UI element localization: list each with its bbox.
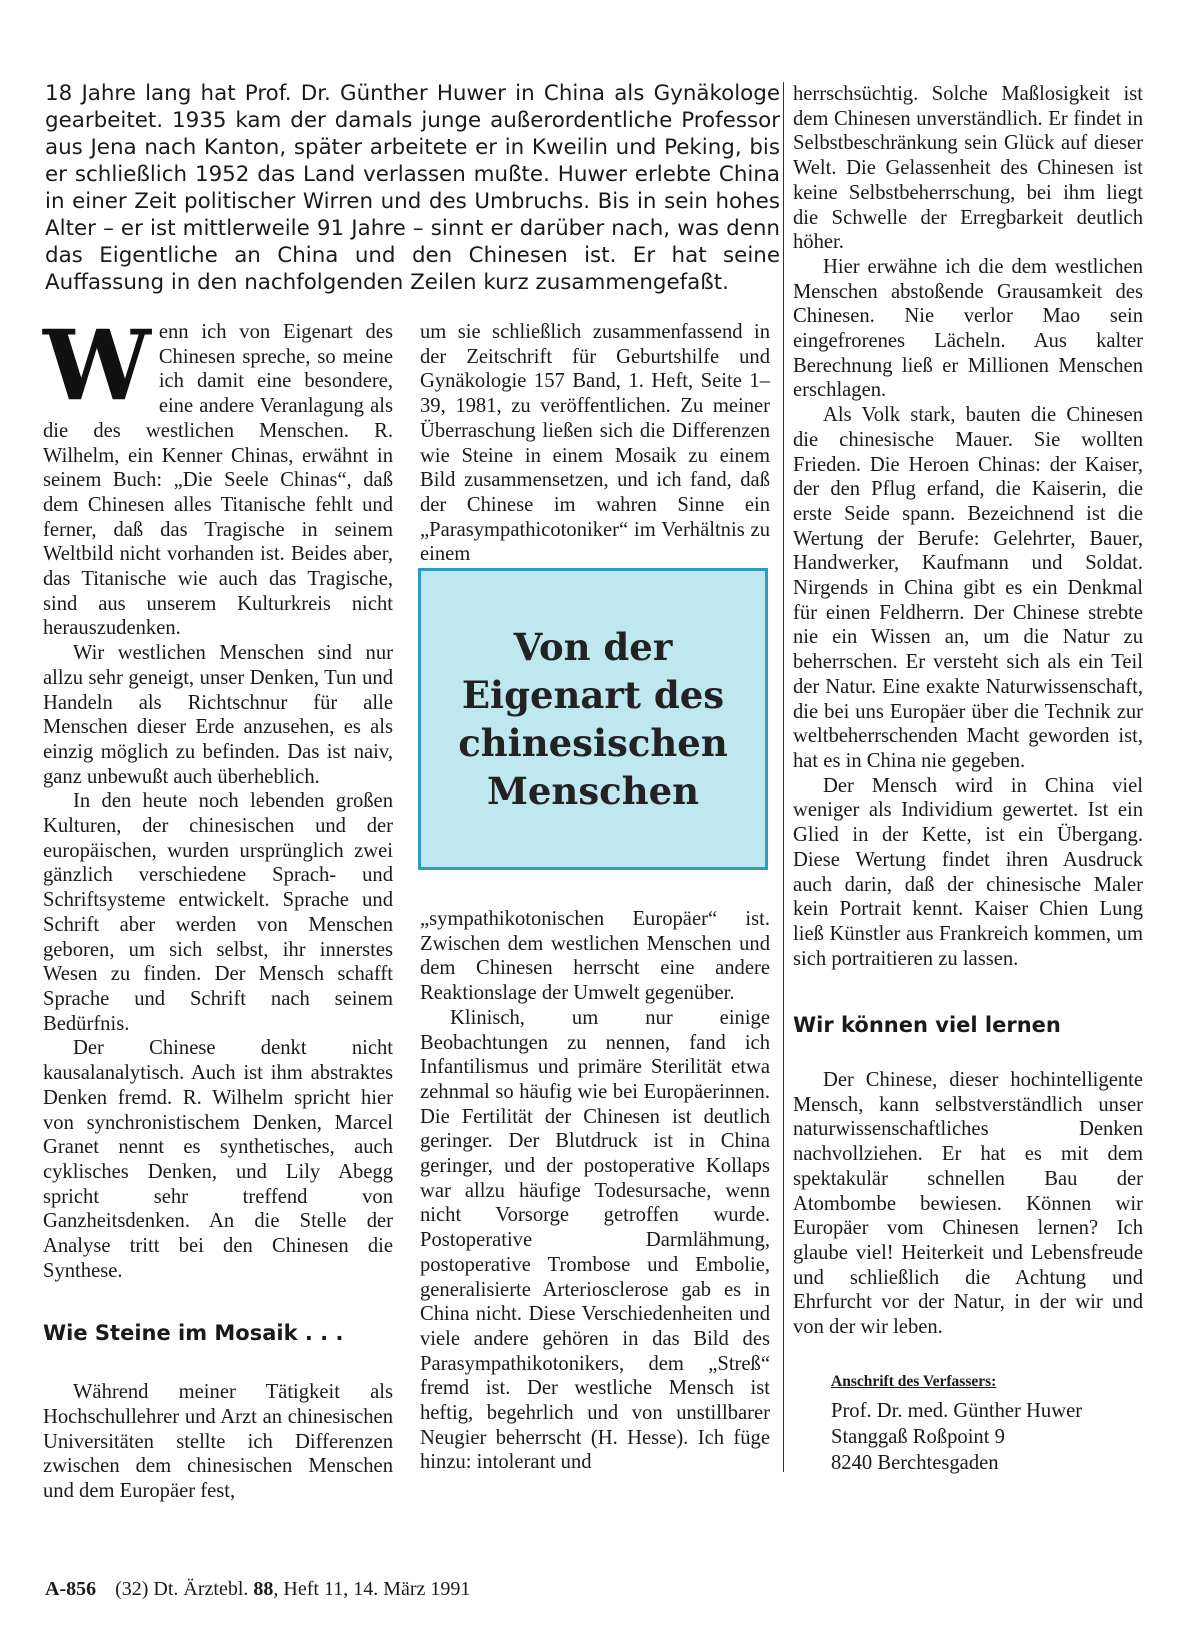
paragraph-7: „sympathikotonischen Europäer“ ist. Zwischen dem westlichen Menschen und dem Chinesen herrscht eine andere Reaktionslage der Umwelt gegenüber.: [420, 908, 770, 1005]
intro-paragraph: 18 Jahre lang hat Prof. Dr. Günther Huwer in China als Gynäkologe gearbeitet. 1935 kam der damals junge außerordentliche Professor aus Jena nach Kanton, später arbeitete er in Kweilin und Peking, bis er schließlich 1952 das Land verlassen mußte. Huwer erlebte China in einer Zeit politischer Wirren und des Umbruchs. Bis in sein hohes Alter – er ist mittlerweile 91 Jahre – sinnt er darüber nach, was denn das Eigentliche an China und den Chinesen ist. Er hat seine Auffassung in den nachfolgenden Zeilen kurz zusammengefaßt.: [45, 81, 780, 295]
article-title-box: [418, 568, 768, 870]
paragraph-4: Der Chinese denkt nicht kausalanalytisch. Auch ist ihm abstraktes Denken fremd. R. Wilhelm spricht hier von synchronistischem Denken, Marcel Granet nennt es synthetisches, auch cyklisches Denken, und Lily Abegg spricht sehr treffend von Ganzheitsdenken. An die Stelle der Analyse tritt bei den Chinesen die Synthese.: [43, 1037, 393, 1282]
paragraph-2: Wir westlichen Menschen sind nur allzu sehr geneigt, unser Denken, Tun und Handeln als Richtschnur für alle Menschen dieser Erde anzusehen, es als einzig möglich zu befinden. Das ist naiv, ganz unbewußt auch überheblich.: [43, 642, 393, 788]
section-heading-lernen: Wir können viel lernen: [793, 1013, 1061, 1038]
paragraph-13: Der Chinese, dieser hochintelligente Mensch, kann selbstverständlich unser naturwissenschaftliches Denken nachvollziehen. Er hat es mit dem spektakulär schnellen Bau der Atombombe bewiesen. Können wir Europäer vom Chinesen lernen? Ich glaube viel! Heiterkeit und Lebensfreude und schließlich die Achtung und Ehrfurcht vor der Natur, in der wir und von der wir leben.: [793, 1069, 1143, 1339]
paragraph-3: In den heute noch lebenden großen Kulturen, der chinesischen und der europäischen, wurden ursprünglich zwei gänzlich verschiedene Sprach- und Schriftsysteme entwickelt. Sprache und Schrift aber werden von Menschen geboren, um sich selbst, ihr innerstes Wesen zu finden. Der Mensch schafft Sprache und Schrift nach seinem Bedürfnis.: [43, 790, 393, 1035]
address-line: 8240 Berchtesgaden: [831, 1452, 999, 1475]
section-heading-mosaik: Wie Steine im Mosaik . . .: [43, 1321, 344, 1346]
column-1: [43, 309, 393, 1504]
column-3: [793, 82, 1143, 1476]
paragraph-6: um sie schließlich zusammenfassend in der Zeitschrift für Geburtshilfe und Gynäkologie 157 Band, 1. Heft, Seite 1–39, 1981, zu veröffentlichen. Zu meiner Überraschung ließen sich die Differenzen wie Steine in einem Mosaik zu einem Bild zusammensetzen, und ich fand, daß der Chinese im wahren Sinne ein „Parasympathicotoniker“ im Verhältnis zu einem: [420, 321, 770, 566]
address-line: Prof. Dr. med. Günther Huwer: [831, 1400, 1083, 1423]
paragraph-8: Klinisch, um nur einige Beobachtungen zu nennen, fand ich Infantilismus und primäre Sterilität etwa zehnmal so häufig wie bei Europäerinnen. Die Fertilität der Chinesen ist deutlich geringer. Der Blutdruck ist in China geringer, und der postoperative Kollaps war allzu häufige Todesursache, wenn nicht Vorsorge getroffen wurde. Postoperative Darmlähmung, postoperative Trombose und Embolie, generalisierte Arteriosclerose gab es in China nicht. Diese Verschiedenheiten und viele andere gehören in das Bild des Parasympathikotonikers, dem „Streß“ fremd ist. Der westliche Mensch ist heftig, begehrlich und von unstillbarer Neugier beherrscht (H. Hesse). Ich füge hinzu: intolerant und: [420, 1006, 770, 1474]
paragraph-5: Während meiner Tätigkeit als Hochschullehrer und Arzt an chinesischen Universitäten stellte ich Differenzen zwischen dem chinesischen Menschen und dem Europäer fest,: [43, 1381, 393, 1502]
paragraph-9: herrschsüchtig. Solche Maßlosigkeit ist dem Chinesen unverständlich. Er findet in Selbstbeschränkung sein Glück auf dieser Welt. Die Gelassenheit des Chinesen ist keine Selbstbeherrschung, bei ihm liegt die Schwelle der Erregbarkeit deutlich höher.: [793, 83, 1143, 254]
paragraph-1: Wenn ich von Eigenart des Chinesen spreche, so meine ich damit eine besondere, eine andere Veranlagung als die des westlichen Menschen. R. Wilhelm, ein Kenner Chinas, erwähnt in seinem Buch: „Die Seele Chinas“, daß dem Chinesen alles Titanische fehlt und ferner, daß das Tragische in seinem Weltbild nicht vorhanden ist. Beides aber, das Titanische wie auch das Tragische, sind aus unserem Kulturkreis nicht herauszudenken.: [43, 309, 393, 640]
paragraph-10: Hier erwähne ich die dem westlichen Menschen abstoßende Grausamkeit des Chinesen. Nie verlor Mao sein eingefrorenes Lächeln. Aus kalter Berechnung ließ er Millionen Menschen erschlagen.: [793, 255, 1143, 402]
paragraph-11: Als Volk stark, bauten die Chinesen die chinesische Mauer. Sie wollten Frieden. Die Heroen Chinas: der Kaiser, der den Pflug erfand, die Kaiserin, die erste Seide spann. Bezeichnend ist die Wertung der Berufe: Gelehrter, Bauer, Handwerker, Kaufmann und Soldat. Nirgends in China gibt es ein Denkmal für einen Feldherrn. Der Chinese strebte nie ein Wissen an, um die Natur zu beherrschen. Er versteht sich als ein Teil der Natur. Eine exakte Naturwissenschaft, die bei uns Europäer über die Technik zur weltbeherrschenden Macht geworden ist, hat es in China nie gegeben.: [793, 404, 1143, 772]
page-number: A-856: [45, 1578, 97, 1600]
address-heading: Anschrift des Verfassers:: [831, 1372, 997, 1390]
column-2-bottom: [420, 907, 770, 1475]
page-footer: [45, 1578, 470, 1601]
footer-issue: , Heft 11, 14. März 1991: [273, 1578, 471, 1600]
footer-source: (32) Dt. Ärztebl.: [115, 1578, 249, 1600]
article-title: Von der Eigenart des chinesischen Menschen: [458, 625, 728, 813]
paragraph-12: Der Mensch wird in China viel weniger als Individium gewertet. Ist ein Glied in der Kette, ist ein Übergang. Diese Wertung findet ihren Ausdruck auch darin, daß der chinesische Maler kein Portrait kennt. Kaiser Chien Lung ließ Künstler aus Frankreich kommen, um sich portraitieren zu lassen.: [793, 774, 1143, 970]
column-divider: [783, 82, 784, 1472]
footer-volume: 88: [253, 1578, 274, 1600]
drop-cap: W: [43, 309, 151, 422]
address-line: Stanggaß Roßpoint 9: [831, 1426, 1005, 1449]
column-2-top: [420, 320, 770, 567]
